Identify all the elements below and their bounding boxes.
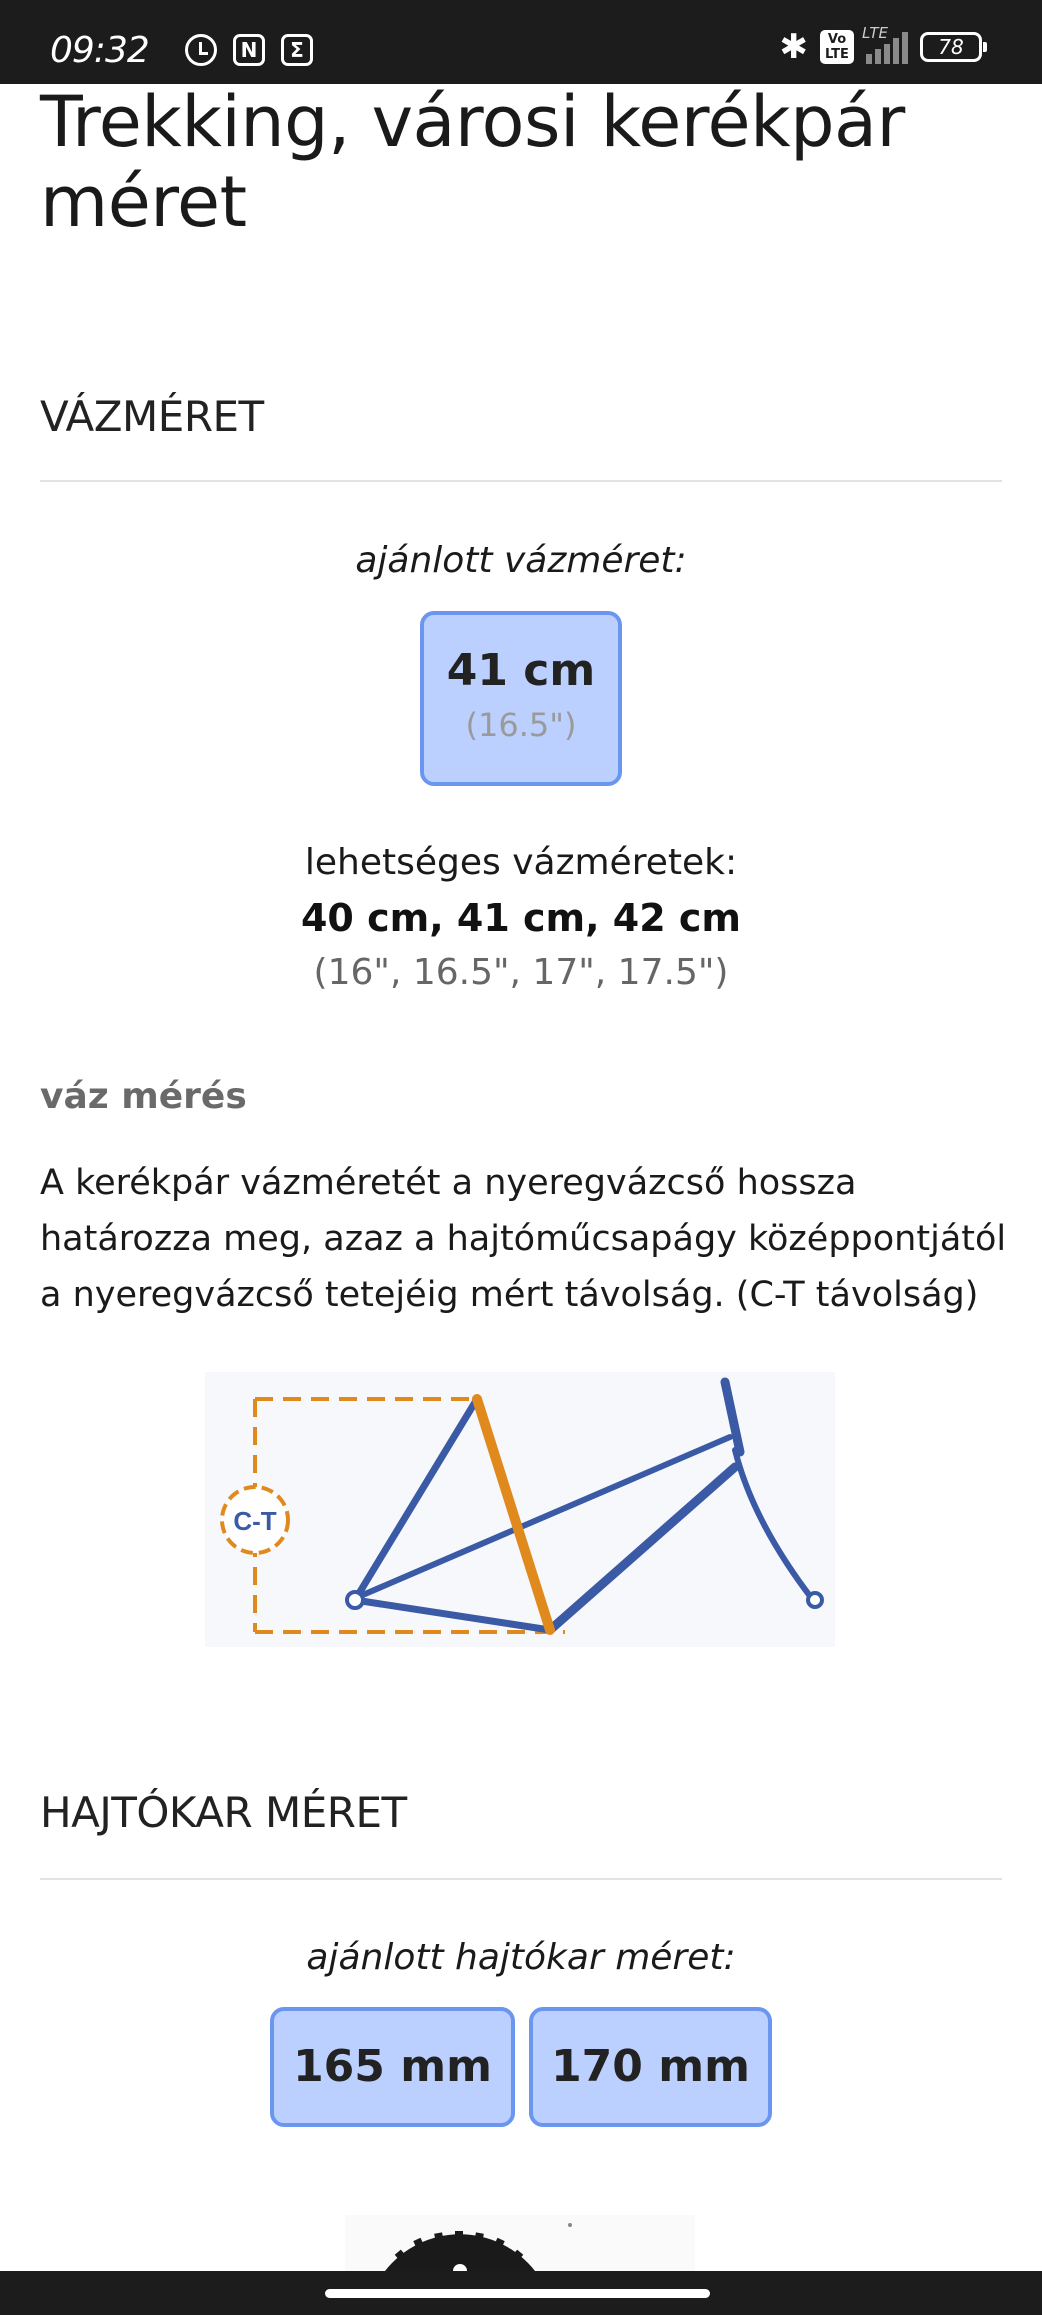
nfc-icon: N <box>233 34 265 66</box>
frame-measure-description: A kerékpár vázméretét a nyeregvázcső hossza határozza meg, azaz a hajtóműcsapágy középpontjától a nyeregvázcső tetejéig mért távolság. (C-T távolság) <box>40 1163 1007 1315</box>
page-title: Trekking, városi kerékpár méret <box>40 81 905 243</box>
chainring-image <box>345 2215 695 2271</box>
status-bar <box>0 0 1042 84</box>
frame-measure-heading: váz mérés <box>40 1076 247 1117</box>
status-icons-right <box>779 24 983 67</box>
recommended-frame-label: ajánlott vázméret: <box>355 540 687 581</box>
frame-size-heading: VÁZMÉRET <box>40 392 264 441</box>
recommended-frame-size-box[interactable] <box>420 611 622 786</box>
network-type-label: LTE <box>862 24 888 42</box>
bike-frame-diagram <box>205 1372 835 1647</box>
crank-option-label: 170 mm <box>551 2041 750 2092</box>
ct-label: C-T <box>233 1506 277 1536</box>
recommended-frame-size-in: (16.5") <box>465 706 577 744</box>
navigation-bar <box>0 2271 1042 2315</box>
possible-frame-sizes-cm: 40 cm, 41 cm, 42 cm <box>300 896 742 940</box>
possible-frame-sizes-label: lehetséges vázméretek: <box>304 842 738 883</box>
recommended-crank-label: ajánlott hajtókar méret: <box>306 1937 736 1978</box>
bike-frame <box>355 1382 813 1630</box>
alarm-icon <box>185 34 217 66</box>
seat-tube <box>477 1399 550 1630</box>
crank-option-170[interactable] <box>529 2007 772 2127</box>
signal-strength-icon <box>862 24 908 64</box>
bike-frame-svg <box>205 1372 835 1647</box>
section-divider <box>40 1878 1002 1880</box>
possible-frame-sizes-in: (16", 16.5", 17", 17.5") <box>313 952 729 993</box>
recommended-frame-size-cm: 41 cm <box>446 645 596 696</box>
section-divider <box>40 480 1002 482</box>
crank-option-165[interactable] <box>270 2007 515 2127</box>
sigma-app-icon: Σ <box>281 34 313 66</box>
status-icons-left <box>185 34 313 66</box>
home-gesture-handle[interactable] <box>325 2289 710 2298</box>
crank-option-label: 165 mm <box>293 2041 492 2092</box>
bluetooth-icon: ✱ <box>779 27 808 67</box>
crank-size-heading: HAJTÓKAR MÉRET <box>40 1788 407 1837</box>
front-axle <box>808 1593 822 1607</box>
status-time: 09:32 <box>50 30 149 71</box>
rear-axle <box>347 1592 363 1608</box>
battery-icon: 78 <box>920 32 982 62</box>
chainring-icon <box>345 2215 695 2271</box>
volte-icon: Vo LTE <box>820 30 854 64</box>
